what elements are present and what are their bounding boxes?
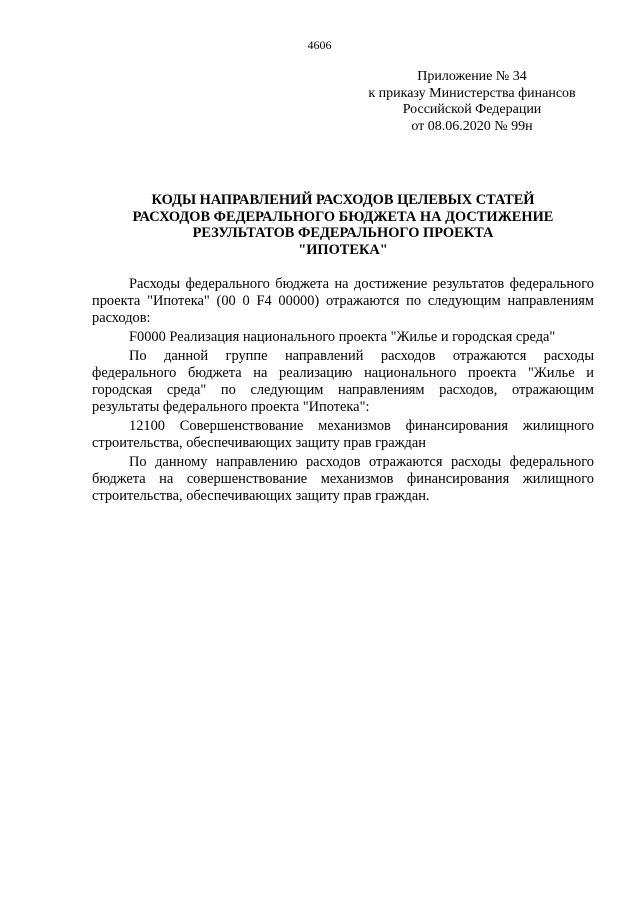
document-body xyxy=(92,276,594,507)
title-line: "ИПОТЕКА" xyxy=(298,241,388,258)
appendix-number: Приложение № 34 xyxy=(417,69,527,84)
paragraph-code-12100: 12100 Совершенствование механизмов финансирования жилищного строительства, обеспечивающих защиту прав граждан xyxy=(92,418,594,451)
appendix-header xyxy=(340,69,604,135)
appendix-order-date: от 08.06.2020 № 99н xyxy=(411,118,533,134)
title-line: КОДЫ НАПРАВЛЕНИЙ РАСХОДОВ ЦЕЛЕВЫХ СТАТЕЙ xyxy=(151,192,535,208)
appendix-order-ref: к приказу Министерства финансов xyxy=(368,85,576,101)
appendix-country: Российской Федерации xyxy=(402,102,542,117)
title-line: РАСХОДОВ ФЕДЕРАЛЬНОГО БЮДЖЕТА НА ДОСТИЖЕНИЕ xyxy=(132,208,554,225)
title-line: РЕЗУЛЬТАТОВ ФЕДЕРАЛЬНОГО ПРОЕКТА xyxy=(192,225,494,241)
paragraph-code-f0000: F0000 Реализация национального проекта "Жилье и городская среда" xyxy=(129,329,556,345)
paragraph-group-description: По данной группе направлений расходов отражаются расходы федерального бюджета на реализацию национального проекта "Жилье и городская среда" по следующим направлениям расходов, отражающим результаты федерального проекта "Ипотека": xyxy=(92,348,594,415)
page-number: 4606 xyxy=(307,38,332,52)
paragraph-intro: Расходы федерального бюджета на достижение результатов федерального проекта "Ипотека" (00 0 F4 00000) отражаются по следующим направлениям расходов: xyxy=(92,276,594,326)
paragraph-direction-description: По данному направлению расходов отражаются расходы федерального бюджета на совершенствование механизмов финансирования жилищного строительства, обеспечивающих защиту прав граждан. xyxy=(92,454,594,504)
document-title xyxy=(92,192,594,258)
